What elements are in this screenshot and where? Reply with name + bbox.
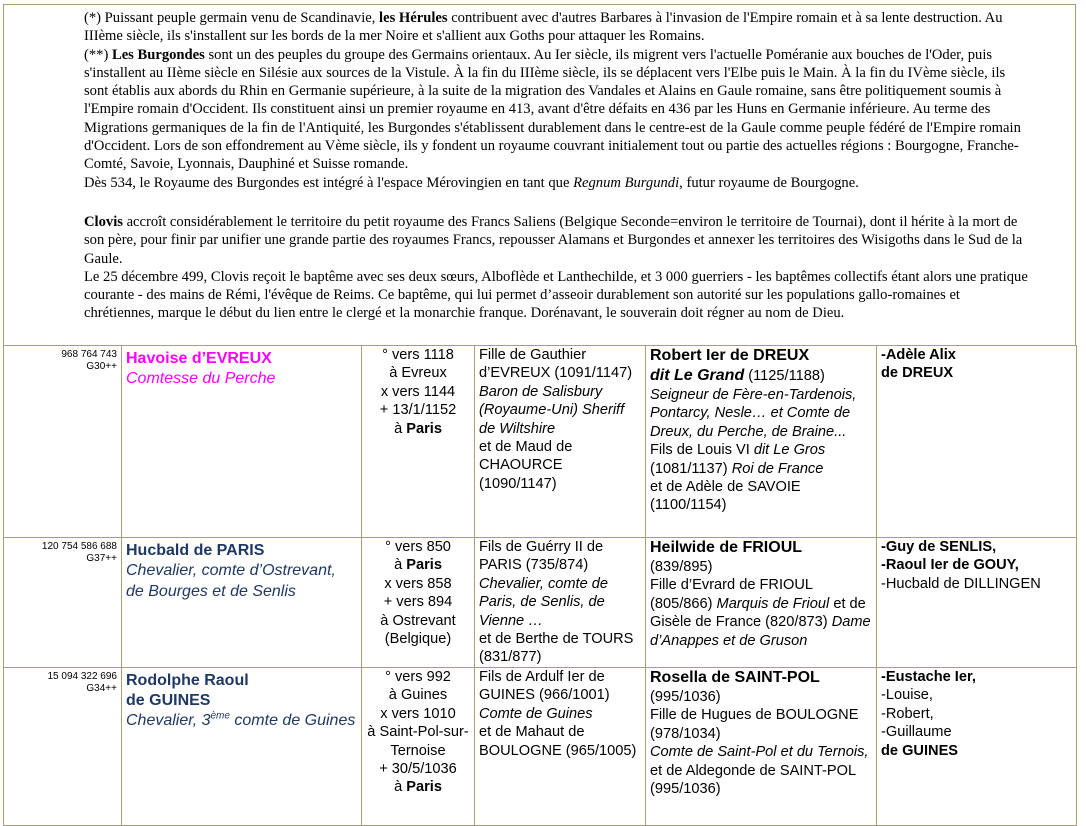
spouse-name: Heilwide de FRIOUL bbox=[650, 539, 803, 556]
clovis-name: Clovis bbox=[84, 214, 123, 230]
person-name: Rodolphe Raoul bbox=[126, 672, 249, 689]
spouse-years: (839/895) bbox=[650, 559, 713, 575]
children-cell bbox=[877, 538, 1077, 668]
parent-father: Fils de Guérry II de PARIS (735/874) bbox=[479, 539, 604, 574]
sosa-cell bbox=[4, 346, 122, 538]
child-item: -Guillaume bbox=[881, 724, 952, 741]
spouse-mother: et de Aldegonde de SAINT-POL (995/1036) bbox=[650, 762, 856, 798]
birth-place: à Evreux bbox=[389, 365, 447, 382]
birth-date: ° vers 992 bbox=[385, 669, 451, 685]
marriage-date: x vers 1144 bbox=[380, 383, 456, 400]
spouse-title: Seigneur de Fère-en-Tardenois, Pontarcy, Nesle… et Comte de Dreux, du Perche, de Braine... bbox=[650, 387, 857, 440]
person-title: Chevalier, comte d’Ostrevant, de Bourges et de Senlis bbox=[126, 562, 336, 600]
death-country: (Belgique) bbox=[384, 631, 452, 648]
person-cell bbox=[122, 668, 362, 826]
note-burgondes: (**) Les Burgondes sont un des peuples du groupe des Germains orientaux. Au Ier siècle, ils migrent vers l'actuelle Poméranie aux bouches de l'Oder, puis s'installent au IIème siècle en Silésie aux sources de la Vistule. À la fin du IIIème siècle, ils se déplacent vers l'Elbe puis le Main. À la fin du IVème siècle, ils sont établis aux abords du Rhin en Germanie supérieure, à la suite de la migration des Vandales et Alains en Gaule romaine, sans être politiquement soumis à l'Empire romain d'Occident. Ils constituent ainsi un premier royaume en 413, avant d'être défaits en 436 par les Huns en Germanie inférieure. Au terme des Migrations germaniques de la fin de l'Antiquité, les Burgondes s'établissent durablement dans le centre-est de la Gaule comme peuple fédéré de l'Empire romain d'Occident. Lors de son effondrement au Vème siècle, ils y fondent un royaume couvrant initialement tout ou partie des actuelles régions : Bourgogne, Franche-Comté, Savoie, Lyonnais, Dauphiné et Suisse romande. bbox=[84, 46, 1021, 173]
sosa-number: 968 764 743 bbox=[61, 349, 117, 360]
spouse-years: (995/1036) bbox=[650, 689, 721, 705]
generation-label: G34++ bbox=[86, 682, 117, 694]
parent-father-title: Chevalier, comte de Paris, de Senlis, de Vienne … bbox=[479, 575, 608, 629]
birth-date: ° vers 850 bbox=[385, 539, 451, 555]
child-item: de GUINES bbox=[881, 742, 959, 759]
parent-father: Fille de Gauthier d’EVREUX (1091/1147) bbox=[479, 347, 633, 382]
person-title: Chevalier, 3ème comte de Guines bbox=[126, 710, 356, 729]
child-item: -Adèle Alix bbox=[881, 347, 956, 363]
table-row bbox=[4, 668, 1077, 826]
sosa-cell bbox=[4, 668, 122, 826]
children-cell bbox=[877, 668, 1077, 826]
death-place: à Paris bbox=[394, 420, 442, 437]
child-item: -Hucbald de DILLINGEN bbox=[881, 575, 1041, 592]
parent-mother: et de Berthe de TOURS (831/877) bbox=[479, 631, 634, 666]
marriage-date: x vers 1010 bbox=[380, 705, 456, 722]
note-bapteme: Le 25 décembre 499, Clovis reçoit le baptême avec ses deux sœurs, Alboflède et Lanthechilde, et 3 000 guerriers - les baptêmes collectifs étant alors une pratique courante - des mains de Rémi, l'évêque de Reims. Ce baptême, qui lui permet d’asseoir durablement son autorité sur les populations gallo-romaines et chrétiennes, marque le début du lien entre le clergé et la monarchie franque. Dorénavant, le souverain doit régner au nom de Dieu. bbox=[84, 268, 1028, 322]
sosa-number: 15 094 322 696 bbox=[47, 671, 117, 682]
parent-father: Fils de Ardulf Ier de GUINES (966/1001) bbox=[479, 669, 610, 704]
person-cell bbox=[122, 538, 362, 668]
child-item: -Eustache Ier, bbox=[881, 669, 976, 685]
genealogy-table bbox=[3, 345, 1077, 826]
person-cell bbox=[122, 346, 362, 538]
herules-name: les Hérules bbox=[379, 10, 448, 26]
notes-peoples bbox=[84, 9, 1029, 192]
death-date: + 13/1/1152 bbox=[379, 402, 457, 419]
birth-place: à Paris bbox=[394, 557, 442, 574]
spouse-father: Fille de Hugues de BOULOGNE (978/1034) bbox=[650, 707, 859, 742]
notes-panel bbox=[3, 4, 1076, 345]
death-place: à Ostrevant bbox=[380, 612, 456, 629]
notes-clovis bbox=[84, 213, 1029, 323]
parent-mother: et de Maud de CHAOURCE (1090/1147) bbox=[479, 439, 573, 492]
spouse-nick-line: dit Le Grand (1125/1188) bbox=[650, 367, 825, 384]
generation-label: G37++ bbox=[86, 552, 117, 564]
spouse-cell bbox=[646, 346, 877, 538]
spouse-name: Rosella de SAINT-POL bbox=[650, 669, 820, 686]
dates-cell bbox=[362, 346, 475, 538]
person-name: Hucbald de PARIS bbox=[126, 542, 265, 559]
note-burgondes-534: Dès 534, le Royaume des Burgondes est intégré à l'espace Mérovingien en tant que Regnum Burgundi, futur royaume de Bourgogne. bbox=[84, 174, 859, 191]
parents-cell bbox=[475, 346, 646, 538]
birth-date: ° vers 1118 bbox=[382, 347, 454, 363]
marriage-date: x vers 858 bbox=[384, 575, 452, 592]
spouse-parents: Fille d’Evrard de FRIOUL (805/866) Marquis de Frioul et de Gisèle de France (820/873) Dame d’Anappes et de Gruson bbox=[650, 577, 871, 649]
parents-cell bbox=[475, 538, 646, 668]
child-item: -Robert, bbox=[881, 705, 934, 722]
table-row bbox=[4, 346, 1077, 538]
spouse-father: Fils de Louis VI dit Le Gros (1081/1137) Roi de France bbox=[650, 442, 826, 477]
child-item: de DREUX bbox=[881, 365, 954, 382]
burgondes-name: Les Burgondes bbox=[111, 46, 205, 63]
sosa-cell bbox=[4, 538, 122, 668]
birth-place: à Guines bbox=[388, 687, 448, 704]
child-item: -Guy de SENLIS, bbox=[881, 539, 997, 555]
death-place: à Paris bbox=[394, 779, 442, 796]
spouse-name: Robert Ier de DREUX bbox=[650, 347, 810, 364]
death-date: + 30/5/1036 bbox=[379, 761, 457, 778]
marriage-place: à Saint-Pol-sur-Ternoise bbox=[367, 724, 469, 759]
dates-cell bbox=[362, 668, 475, 826]
parent-father-title: Comte de Guines bbox=[479, 705, 593, 722]
children-cell bbox=[877, 346, 1077, 538]
spouse-cell bbox=[646, 538, 877, 668]
generation-label: G30++ bbox=[86, 360, 117, 372]
spouse-father-title: Comte de Saint-Pol et du Ternois, bbox=[650, 744, 869, 761]
note-herules: (*) Puissant peuple germain venu de Scandinavie, les Hérules contribuent avec d'autres Barbares à l'invasion de l'Empire romain et à sa lente destruction. Au IIIème siècle, ils s'installent sur les bords de la mer Noire et s'allient aux Goths pour attaquer les Romains. bbox=[84, 10, 1003, 45]
child-item: -Louise, bbox=[881, 687, 933, 704]
parents-cell bbox=[475, 668, 646, 826]
parent-mother: et de Mahaut de BOULOGNE (965/1005) bbox=[479, 724, 637, 759]
note-clovis: Clovis accroît considérablement le territoire du petit royaume des Francs Saliens (Belgique Seconde=environ le territoire de Tournai), dont il hérite à la mort de son père, pour finir par unifier une grande partie des royaumes Francs, repousser Alamans et Burgondes et annexer les territoires des Wisigoths dans le Sud de la Gaule. bbox=[84, 214, 1023, 267]
person-name: Havoise d’EVREUX bbox=[126, 350, 272, 367]
death-date: + vers 894 bbox=[383, 594, 453, 611]
person-title: Comtesse du Perche bbox=[126, 370, 276, 387]
child-item: -Raoul Ier de GOUY, bbox=[881, 557, 1019, 574]
spouse-cell bbox=[646, 668, 877, 826]
spouse-mother: et de Adèle de SAVOIE (1100/1154) bbox=[650, 479, 801, 514]
parent-father-title: Baron de Salisbury (Royaume-Uni) Sheriff de Wiltshire bbox=[479, 383, 625, 437]
table-row bbox=[4, 538, 1077, 668]
person-name-line2: de GUINES bbox=[126, 692, 211, 709]
dates-cell bbox=[362, 538, 475, 668]
sosa-number: 120 754 586 688 bbox=[41, 541, 117, 552]
